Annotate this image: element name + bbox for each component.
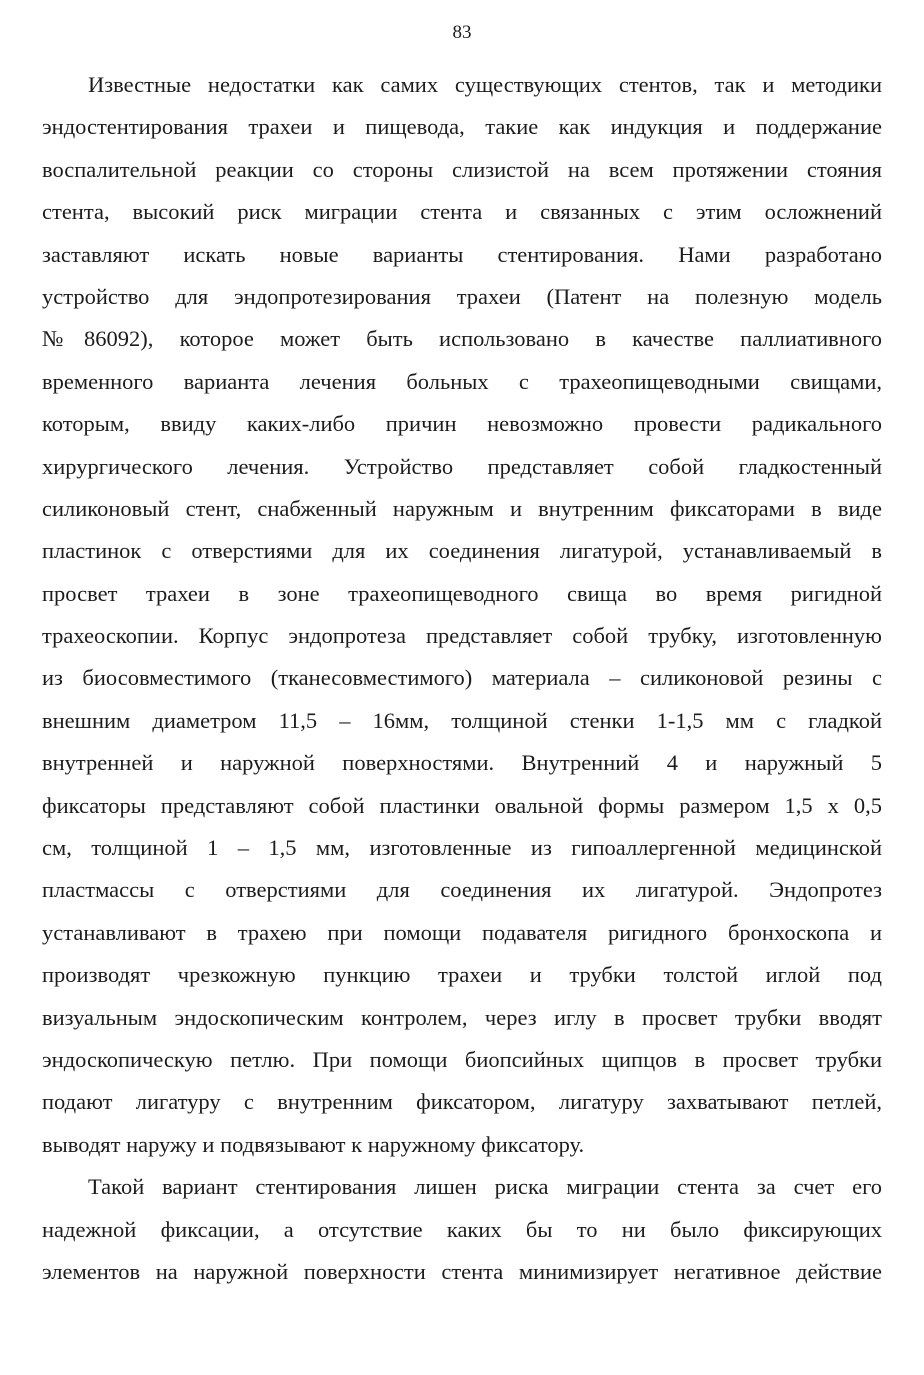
text-line: устанавливают в трахею при помощи подавателя ригидного бронхоскопа и — [42, 919, 882, 945]
text-line: Известные недостатки как самих существующих стентов, так и методики — [88, 72, 882, 97]
text-line: внешним диаметром 11,5 – 16мм, толщиной стенки 1-1,5 мм с гладкой — [42, 707, 882, 733]
text-line: из биосовместимого (тканесовместимого) материала – силиконовой резины с — [42, 665, 882, 691]
text-line: стента, высокий риск миграции стента и связанных с этим осложнений — [42, 199, 882, 225]
text-line: эндостентирования трахеи и пищевода, такие как индукция и поддержание — [42, 114, 882, 140]
text-line: силиконовый стент, снабженный наружным и внутренним фиксаторами в виде — [42, 495, 882, 521]
text-line: просвет трахеи в зоне трахеопищеводного свища во время ригидной — [42, 580, 882, 606]
body-text — [42, 64, 882, 1293]
text-line: надежной фиксации, а отсутствие каких бы то ни было фиксирующих — [42, 1216, 882, 1242]
text-line: внутренней и наружной поверхностями. Внутренний 4 и наружный 5 — [42, 750, 882, 776]
text-line: трахеоскопии. Корпус эндопротеза представляет собой трубку, изготовленную — [42, 623, 882, 649]
text-line: выводят наружу и подвязывают к наружному фиксатору. — [42, 1131, 585, 1157]
text-line: фиксаторы представляют собой пластинки овальной формы размером 1,5 х 0,5 — [42, 792, 882, 818]
text-line: производят чрезкожную пункцию трахеи и трубки толстой иглой под — [42, 962, 882, 988]
paragraph-1 — [42, 64, 882, 1166]
paragraph-2 — [42, 1166, 882, 1293]
text-line: пластинок с отверстиями для их соединения лигатурой, устанавливаемый в — [42, 538, 882, 564]
text-line: визуальным эндоскопическим контролем, через иглу в просвет трубки вводят — [42, 1004, 882, 1030]
text-line: воспалительной реакции со стороны слизистой на всем протяжении стояния — [42, 156, 882, 182]
text-line: см, толщиной 1 – 1,5 мм, изготовленные из гипоаллергенной медицинской — [42, 835, 882, 861]
text-line: временного варианта лечения больных с трахеопищеводными свищами, — [42, 368, 882, 394]
text-line: эндоскопическую петлю. При помощи биопсийных щипцов в просвет трубки — [42, 1046, 882, 1072]
text-line: которым, ввиду каких-либо причин невозможно провести радикального — [42, 411, 882, 437]
text-line: Такой вариант стентирования лишен риска миграции стента за счет его — [88, 1174, 882, 1200]
text-line: №86092), которое может быть использовано в качестве паллиативного — [42, 326, 882, 352]
text-line: элементов на наружной поверхности стента минимизирует негативное действие — [42, 1258, 882, 1284]
text-line: хирургического лечения. Устройство представляет собой гладкостенный — [42, 453, 882, 479]
page-number: 83 — [452, 22, 472, 43]
text-line: пластмассы с отверстиями для соединения их лигатурой. Эндопротез — [42, 877, 882, 903]
text-line: подают лигатуру с внутренним фиксатором, лигатуру захватывают петлей, — [42, 1089, 882, 1115]
text-line: устройство для эндопротезирования трахеи (Патент на полезную модель — [42, 283, 882, 309]
text-line: заставляют искать новые варианты стентирования. Нами разработано — [42, 241, 882, 267]
